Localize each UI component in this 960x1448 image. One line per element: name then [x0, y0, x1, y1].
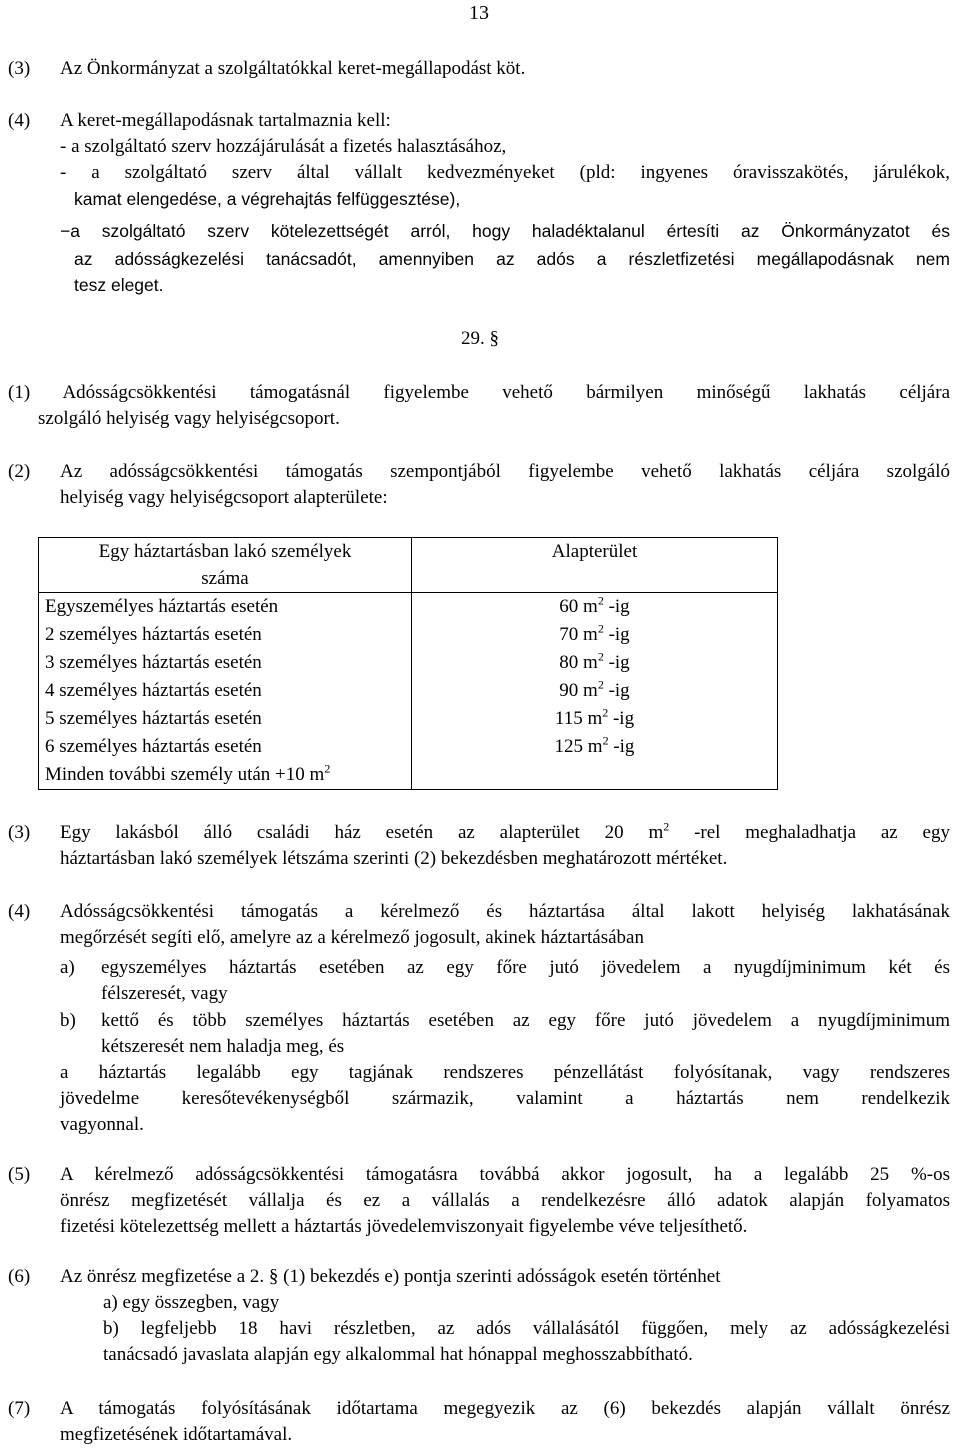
table-cell-area-empty [412, 761, 778, 790]
table-row [39, 705, 778, 733]
keret-item-1: - a szolgáltató szerv hozzájárulását a fizetés halasztásához, [60, 136, 507, 157]
table-cell-area: 125 $m^2$ -ig [412, 733, 778, 761]
item-a [101, 955, 950, 1007]
paragraph-6-items [103, 1290, 950, 1368]
paragraph-label: (3) [8, 822, 31, 843]
paragraph-text: Az Önkormányzat a szolgáltatókkal keret-megállapodást köt. [60, 58, 526, 79]
paragraph-4-line-1: Adósságcsökkentési támogatás a kérelmező és háztartása által lakott helyiség lakhatásának [60, 901, 950, 922]
table-row [39, 593, 778, 622]
paragraph-4-tail [60, 1060, 950, 1138]
paragraph-4-tail-line-3: vagyonnal. [60, 1114, 144, 1135]
paragraph-2-line-2: helyiség vagy helyiségcsoport alapterülete: [60, 487, 388, 508]
table-cell-label: 2 személyes háztartás esetén [39, 621, 412, 649]
paragraph-1-line-2: szolgáló helyiség vagy helyiségcsoport. [38, 408, 340, 429]
table-row [39, 649, 778, 677]
paragraph-label: (7) [8, 1398, 31, 1419]
paragraph-5-line-3: fizetési kötelezettség mellett a háztartás jövedelemviszonyait figyelembe véve teljesíthető. [60, 1216, 748, 1237]
table-row [39, 621, 778, 649]
keret-item-3-line-2: az adósságkezelési tanácsadót, amennyiben az adós a részletfizetési megállapodásnak nem [74, 249, 950, 269]
paragraph-label: (5) [8, 1164, 31, 1185]
paragraph-4-tail-line-2: jövedelme keresőtevékenységből származik, valamint a háztartás nem rendelkezik [60, 1088, 950, 1109]
item-b-line-1: kettő és több személyes háztartás esetében az egy főre jutó jövedelem a nyugdíjminimum [101, 1010, 950, 1031]
item-b-label: b) [60, 1010, 76, 1031]
table-row [39, 677, 778, 705]
section-heading: 29. § [461, 328, 499, 349]
keret-item-2-line-2: kamat elengedése, a végrehajtás felfüggesztése), [74, 189, 461, 209]
table-cell-label: 3 személyes háztartás esetén [39, 649, 412, 677]
paragraph-7-line-1: A támogatás folyósításának időtartama megegyezik az (6) bekezdés alapján vállalt önrész [60, 1398, 950, 1419]
paragraph-label: (2) [8, 461, 31, 482]
table-cell-label: 4 személyes háztartás esetén [39, 677, 412, 705]
paragraph-7-line-2: megfizetésének időtartamával. [60, 1424, 293, 1445]
item-b-line-2: kétszeresét nem haladja meg, és [101, 1036, 345, 1057]
table-row [39, 733, 778, 761]
table-cell-area: 70 $m^2$ -ig [412, 621, 778, 649]
item-a-line-2: félszeresét, vagy [101, 983, 228, 1004]
paragraph-5-line-1: A kérelmező adósságcsökkentési támogatásra továbbá akkor jogosult, ha a legalább 25 %-os [60, 1164, 950, 1185]
paragraph-6-item-b-line-2: tanácsadó javaslata alapján egy alkalommal hat hónappal meghosszabbítható. [103, 1344, 693, 1365]
table-row [39, 761, 778, 790]
paragraph-3-line-2: háztartásban lakó személyek létszáma szerinti (2) bekezdésben meghatározott mértéket. [60, 848, 728, 869]
table-cell-label: Minden további személy után +10 $m^2$ [39, 761, 412, 790]
table-cell-area: 80 $m^2$ -ig [412, 649, 778, 677]
table-header-persons: Egy háztartásban lakó személyek száma [39, 538, 412, 593]
paragraph-6-line-1: Az önrész megfizetése a 2. § (1) bekezdés e) pontja szerinti adósságok esetén történhet [60, 1266, 721, 1287]
table-cell-label: 6 személyes háztartás esetén [39, 733, 412, 761]
table-cell-label: Egyszemélyes háztartás esetén [39, 593, 412, 622]
keret-item-3-line-1: −a szolgáltató szerv kötelezettségét arról, hogy haladéktalanul értesíti az Önkormányzatot és [60, 221, 950, 241]
paragraph-2-line-1: Az adósságcsökkentési támogatás szempontjából figyelembe vehető lakhatás céljára szolgáló [60, 461, 950, 482]
paragraph-label: (3) [8, 58, 31, 79]
table-header-area: Alapterület [412, 538, 778, 593]
item-a-label: a) [60, 957, 75, 978]
table-cell-label: 5 személyes háztartás esetén [39, 705, 412, 733]
page-number: 13 [469, 2, 489, 24]
paragraph-5-line-2: önrész megfizetését vállalja és ez a vállalás a rendelkezésre álló adatok alapján folyamatos [60, 1190, 950, 1211]
table-cell-area: 115 $m^2$ -ig [412, 705, 778, 733]
paragraph-1-line-1: (1) Adósságcsökkentési támogatásnál figyelembe vehető bármilyen minőségű lakhatás céljára [8, 382, 950, 403]
paragraph-4-line-2: megőrzését segíti elő, amelyre az a kérelmező jogosult, akinek háztartásában [60, 927, 644, 948]
table-cell-area: 90 $m^2$ -ig [412, 677, 778, 705]
table-header-row [39, 538, 778, 593]
paragraph-3-line-1: Egy lakásból álló családi ház esetén az alapterület 20 $m^2$ -rel meghaladhatja az egy [60, 819, 950, 843]
keret-intro: A keret-megállapodásnak tartalmaznia kell: [60, 110, 391, 131]
keret-item-3-line-3: tesz eleget. [74, 275, 164, 295]
paragraph-6-item-b-line-1: b) legfeljebb 18 havi részletben, az adós vállalásától függően, mely az adósságkezelési [103, 1318, 950, 1339]
paragraph-6-item-a: a) egy összegben, vagy [103, 1292, 280, 1313]
item-a-line-1: egyszemélyes háztartás esetében az egy főre jutó jövedelem a nyugdíjminimum két és [101, 957, 950, 978]
keret-item-2-line-1: - a szolgáltató szerv által vállalt kedvezményeket (pld: ingyenes óravisszakötés, járulékok, [60, 162, 950, 183]
paragraph-label: (6) [8, 1266, 31, 1287]
paragraph-label: (4) [8, 901, 31, 922]
paragraph-4-tail-line-1: a háztartás legalább egy tagjának rendszeres pénzellátást folyósítanak, vagy rendszeres [60, 1062, 950, 1083]
paragraph-label: (4) [8, 110, 31, 131]
item-b [101, 1008, 950, 1060]
area-table [38, 537, 778, 790]
table-cell-area: 60 $m^2$ -ig [412, 593, 778, 622]
